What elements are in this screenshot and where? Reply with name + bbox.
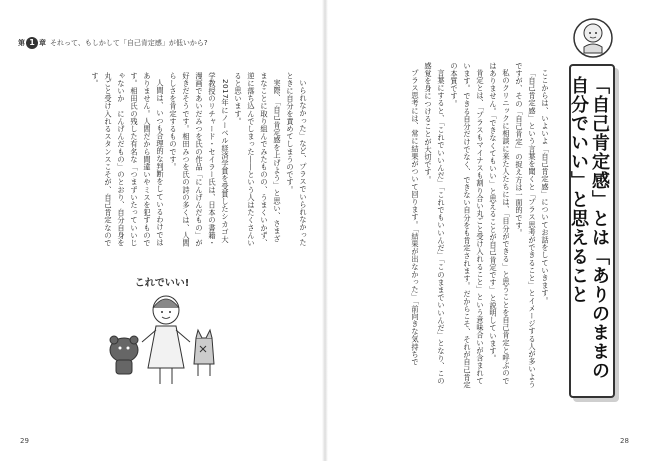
paragraph: 言葉にすると、「これでいいんだ」「これでもいいんだ」「このままでいいんだ」となり、この感覚を身につけることが大切です。 [424, 62, 446, 386]
illustration [100, 272, 230, 392]
page-number-left: 29 [20, 437, 29, 445]
chapter-number: 1 [26, 37, 38, 49]
paragraph: いられなかった」など、プラスでいられなかったときに自分を責めてしまうのです。 [286, 72, 308, 247]
illustration-caption: これでいい! [134, 278, 190, 289]
chapter-label-post: 章 [39, 39, 46, 47]
chapter-label-pre: 第 [18, 39, 25, 47]
paragraph: ここからは、いよいよ「自己肯定感」についてお話をしていきます。 [541, 69, 550, 305]
paragraph: 2017年にノーベル経済学賞を受賞したシカゴ大学教授のリチャード・セイラー氏は、日本の書籍・漫画であいだみつを氏の作品「にんげんだもの」が好きだそうです。相田みつを氏の詩の多くは、人間らしさを肯定するものです。 [169, 72, 230, 247]
right-body-text [352, 62, 552, 392]
chapter-badge [18, 37, 46, 49]
page-number-right: 28 [620, 437, 629, 445]
mascot-illustration [570, 15, 616, 61]
book-gutter [322, 0, 328, 461]
left-body-text [38, 72, 310, 250]
paragraph: 実際、「自己肯定感を上げよう」と思い、さまざまなことに取り組んでみたものの、うまくいかず、逆に落ち込んでしまった――という人はたくさんいると思います。 [234, 72, 282, 247]
section-title: 「自己肯定感」とは「ありのままの自分でいい」と思えること [568, 76, 610, 380]
paragraph: 人間は、いつも合理的な判断をしているわけではありません。人間だから間違いやミスを犯すものです。相田氏の残した有名な「つまずいたっていいじゃないか にんげんだもの」のとおり、自分自身を丸ごと受け入れるスタンスこそが、自己肯定なのです。 [91, 72, 165, 247]
paragraph: 「自己肯定感」という言葉を聞くと「プラス思考ができること」とイメージする人が多いようですが、その「自己肯定」の捉え方は一面的です。 [515, 62, 537, 389]
paragraph: 私のクリニックに相談に来た人たちには、「目分ができる」と思うことを自己肯定と呼ぶのではありません。「できなくてもいい」と思えることが自己肯定です」と説明しています。 [489, 62, 511, 385]
paragraph: 肯定とは、「プラスもマイナスも割り合い丸ごと受け入れること」という意味合いが含まれています。できる自分だけでなく、できない自分をも肯定されます。だからこそ、それが自己肯定の本質です。 [450, 62, 485, 389]
section-title-banner [569, 64, 615, 398]
chapter-header [18, 36, 208, 50]
chapter-title: それって、もしかして「自己肯定感」が低いから? [50, 39, 208, 47]
paragraph: プラス思考には、常に結果がついて回ります。「結果が出なかった」「前向きな気持ちで [411, 69, 420, 366]
